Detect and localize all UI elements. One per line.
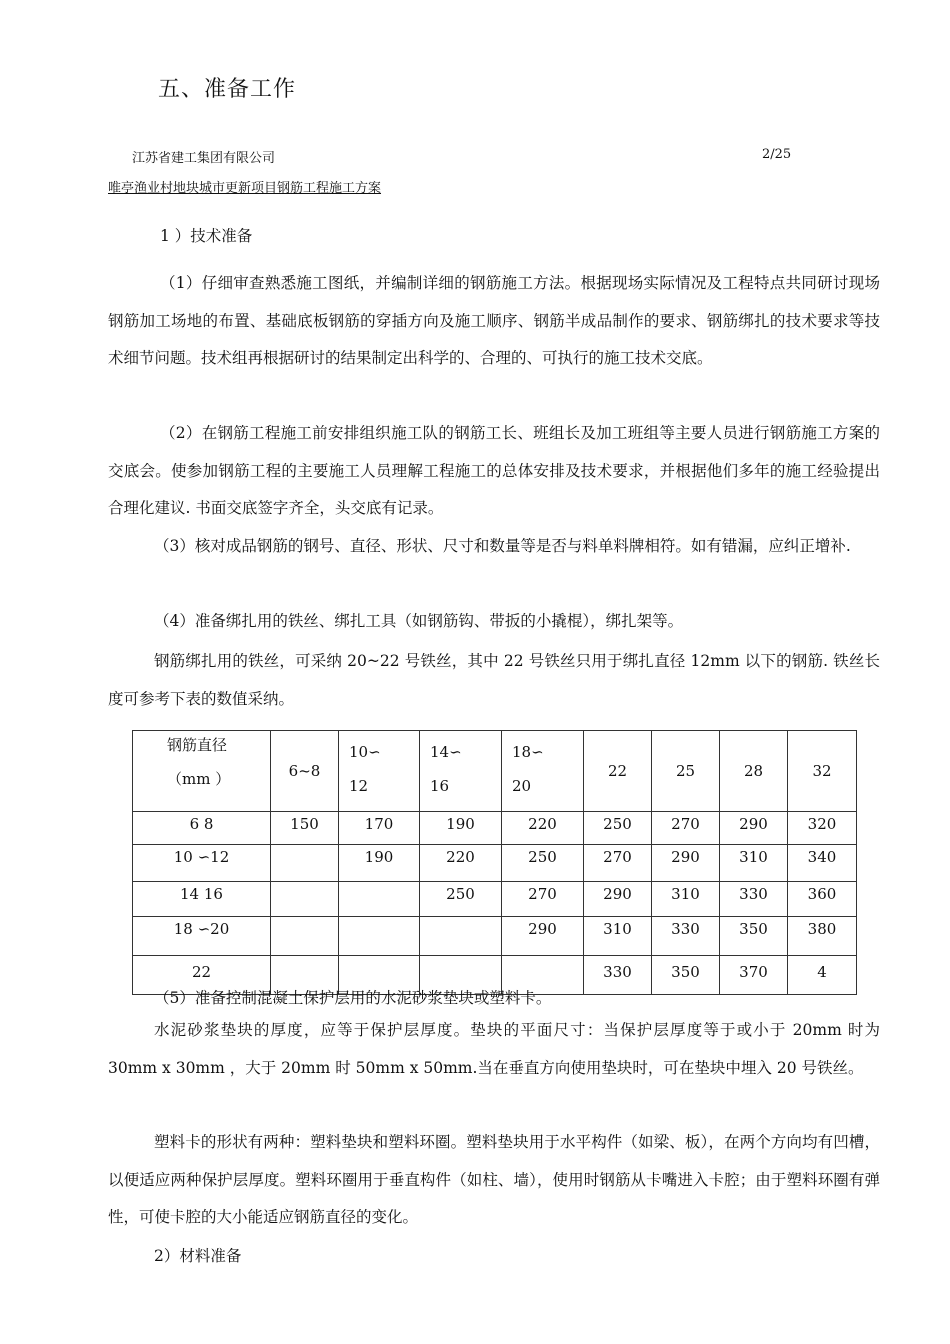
- table-cell: 250: [502, 845, 584, 882]
- table-cell: 330: [584, 956, 652, 995]
- table-row: [133, 917, 857, 956]
- row-label: 10 ∽12: [133, 845, 271, 882]
- table-cell: 290: [652, 845, 720, 882]
- table-cell: 320: [788, 812, 857, 845]
- table-cell: 380: [788, 917, 857, 956]
- header-col-text: 25: [675, 762, 696, 780]
- header-col-text: 32: [812, 762, 832, 780]
- table-cell: 370: [720, 956, 788, 995]
- table-cell: 220: [502, 812, 584, 845]
- table-cell: 270: [502, 882, 584, 917]
- header-label-line1: 钢筋直径: [167, 736, 228, 754]
- table-cell: 190: [420, 812, 502, 845]
- table-cell: 190: [339, 845, 420, 882]
- header-col-3: [420, 731, 502, 812]
- header-project-title: 唯亭渔业村地块城市更新项目钢筋工程施工方案: [108, 181, 382, 196]
- table-cell: [271, 917, 339, 956]
- table-cell: 4: [788, 956, 857, 995]
- paragraph-6: （5）准备控制混凝土保护层用的水泥砂浆垫块或塑料卡。: [154, 989, 552, 1007]
- table-cell: 310: [652, 882, 720, 917]
- table-cell: [339, 917, 420, 956]
- row-label: 18 ∽20: [133, 917, 271, 956]
- header-label-line2: （mm ）: [167, 770, 231, 788]
- paragraph-4: （4）准备绑扎用的铁丝、绑扎工具（如钢筋钩、带扳的小撬棍），绑扎架等。: [154, 612, 684, 630]
- paragraph-7: 水泥砂浆垫块的厚度，应等于保护层厚度。垫块的平面尺寸：当保护层厚度等于或小于 20mm 时为 30mm x 30mm ，大于 20mm 时 50mm x 50mm.当在垂直方向使用垫块时，可在垫块中埋入 20 号铁丝。: [108, 1021, 880, 1077]
- table-cell: 290: [720, 812, 788, 845]
- table-cell: 330: [720, 882, 788, 917]
- table-row: [133, 845, 857, 882]
- header-col-text: 6~8: [288, 762, 321, 780]
- row-label: 6 8: [133, 812, 271, 845]
- table-cell: 360: [788, 882, 857, 917]
- table-cell: 270: [652, 812, 720, 845]
- table-cell: 270: [584, 845, 652, 882]
- header-col-1: [271, 731, 339, 812]
- paragraph-1: （1）仔细审查熟悉施工图纸，并编制详细的钢筋施工方法。根据现场实际情况及工程特点共同研讨现场钢筋加工场地的布置、基础底板钢筋的穿插方向及施工顺序、钢筋半成品制作的要求、钢筋绑扎的技术要求等技术细节问题。技术组再根据研讨的结果制定出科学的、合理的、可执行的施工技术交底。: [108, 274, 880, 367]
- header-label-cell: [133, 731, 271, 812]
- wire-length-table: [132, 730, 857, 995]
- table-cell: 350: [720, 917, 788, 956]
- table-cell: 330: [652, 917, 720, 956]
- paragraph-8: 塑料卡的形状有两种：塑料垫块和塑料环圈。塑料垫块用于水平构件（如梁、板），在两个方向均有凹槽，以便适应两种保护层厚度。塑料环圈用于垂直构件（如柱、墙），使用时钢筋从卡嘴进入卡腔；由于塑料环圈有弹性，可使卡腔的大小能适应钢筋直径的变化。: [108, 1133, 880, 1226]
- row-label: 14 16: [133, 882, 271, 917]
- section-title: 五、准备工作: [158, 77, 297, 102]
- paragraph-3: （3）核对成品钢筋的钢号、直径、形状、尺寸和数量等是否与料单料牌相符。如有错漏，应纠正增补.: [154, 537, 851, 555]
- header-col-5: [584, 731, 652, 812]
- header-col-text: 12: [349, 777, 369, 795]
- table-cell: 290: [584, 882, 652, 917]
- table-cell: 250: [420, 882, 502, 917]
- header-col-text: 18∽: [512, 743, 544, 761]
- header-page-number: 2/25: [762, 147, 792, 162]
- table-row: [133, 812, 857, 845]
- paragraph-2: （2）在钢筋工程施工前安排组织施工队的钢筋工长、班组长及加工班组等主要人员进行钢筋施工方案的交底会。使参加钢筋工程的主要施工人员理解工程施工的总体安排及技术要求，并根据他们多年的施工经验提出合理化建议. 书面交底签字齐全，头交底有记录。: [108, 424, 880, 517]
- header-col-6: [652, 731, 720, 812]
- header-col-4: [502, 731, 584, 812]
- table-cell: 350: [652, 956, 720, 995]
- table-cell: [271, 882, 339, 917]
- materials-heading: 2）材料准备: [154, 1247, 242, 1265]
- table-cell: [271, 845, 339, 882]
- header-col-text: 16: [430, 777, 450, 795]
- tech-prep-heading: 1 ）技术准备: [160, 227, 253, 245]
- table-cell: [339, 882, 420, 917]
- table-cell: 340: [788, 845, 857, 882]
- table-cell: 150: [271, 812, 339, 845]
- header-col-text: 20: [512, 777, 532, 795]
- table-row: [133, 882, 857, 917]
- header-col-2: [339, 731, 420, 812]
- header-col-text: 14∽: [430, 743, 462, 761]
- header-col-text: 10∽: [349, 743, 381, 761]
- table-cell: 170: [339, 812, 420, 845]
- table-cell: [420, 917, 502, 956]
- table-cell: 310: [720, 845, 788, 882]
- table-header-row: [133, 731, 857, 812]
- paragraph-5: 钢筋绑扎用的铁丝，可采纳 20~22 号铁丝，其中 22 号铁丝只用于绑扎直径 12mm 以下的钢筋. 铁丝长度可参考下表的数值采纳。: [108, 652, 880, 708]
- header-col-text: 28: [743, 762, 764, 780]
- header-col-7: [720, 731, 788, 812]
- header-col-8: [788, 731, 857, 812]
- table-cell: 250: [584, 812, 652, 845]
- table-cell: 220: [420, 845, 502, 882]
- table-cell: 290: [502, 917, 584, 956]
- header-company: 江苏省建工集团有限公司: [132, 151, 276, 166]
- row-label: 22: [133, 956, 271, 995]
- header-col-text: 22: [607, 762, 628, 780]
- table-cell: 310: [584, 917, 652, 956]
